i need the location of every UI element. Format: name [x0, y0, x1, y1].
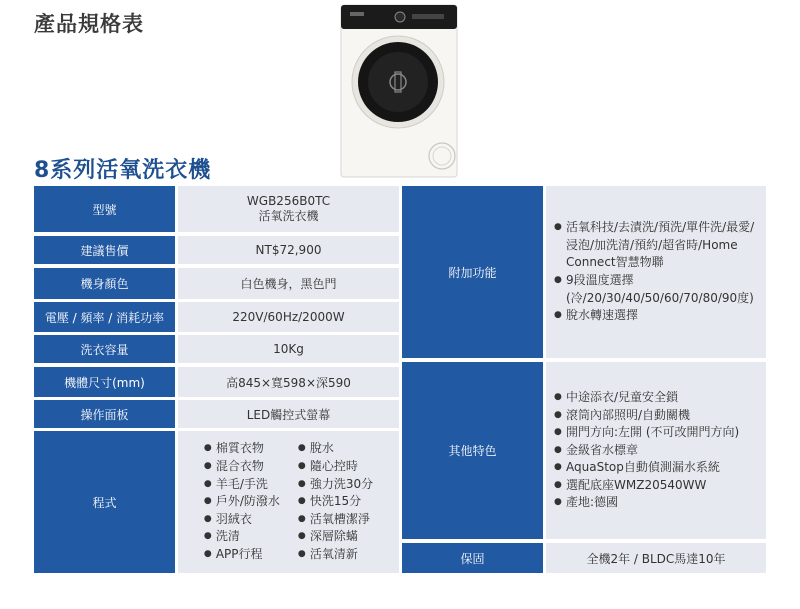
functions-label: 附加功能 — [402, 186, 543, 358]
panel-label: 操作面板 — [34, 400, 175, 428]
program-item: ● APP行程 — [204, 546, 280, 564]
features-label: 其他特色 — [402, 362, 543, 539]
program-item: ● 強力洗30分 — [298, 476, 373, 494]
programs-col1 — [204, 440, 280, 563]
page-title: 產品規格表 — [34, 12, 144, 36]
model-number: WGB256B0TC — [246, 194, 331, 208]
feature-item: ● 滾筒內部照明/自動關機 — [554, 407, 739, 425]
model-title: 8系列活氧洗衣機 — [34, 158, 212, 183]
price-value: NT$72,900 — [178, 236, 399, 264]
program-item: ● 快洗15分 — [298, 493, 373, 511]
functions-list — [554, 219, 762, 325]
programs-label: 程式 — [34, 431, 175, 573]
program-item: ● 隨心控時 — [298, 458, 373, 476]
color-label: 機身顏色 — [34, 268, 175, 299]
programs-col2 — [298, 440, 373, 563]
feature-item: ● 中途添衣/兒童安全鎖 — [554, 389, 739, 407]
size-value: 高845×寬598×深590 — [178, 367, 399, 397]
warranty-label: 保固 — [402, 543, 543, 573]
function-item: ● 9段溫度選擇(冷/20/30/40/50/60/70/80/90度) — [554, 272, 762, 307]
price-label: 建議售價 — [34, 236, 175, 264]
warranty-value: 全機2年 / BLDC馬達10年 — [546, 543, 766, 573]
feature-item: ● AquaStop自動偵測漏水系統 — [554, 459, 739, 477]
function-item: ● 脫水轉速選擇 — [554, 307, 762, 325]
features-value — [546, 362, 766, 539]
program-item: ● 脫水 — [298, 440, 373, 458]
feature-item: ● 金級省水標章 — [554, 442, 739, 460]
program-item: ● 活氧槽潔淨 — [298, 511, 373, 529]
panel-value: LED觸控式螢幕 — [178, 400, 399, 428]
program-item: ● 棉質衣物 — [204, 440, 280, 458]
power-label: 電壓 / 頻率 / 消耗功率 — [34, 302, 175, 332]
capacity-label: 洗衣容量 — [34, 335, 175, 363]
feature-item: ● 開門方向:左開 (不可改開門方向) — [554, 424, 739, 442]
capacity-value: 10Kg — [178, 335, 399, 363]
model-name: 活氧洗衣機 — [258, 209, 319, 223]
programs-list — [204, 440, 373, 563]
feature-item: ● 選配底座WMZ20540WW — [554, 477, 739, 495]
model-label-text: 型號 — [92, 202, 117, 217]
color-value: 白色機身，黑色門 — [178, 268, 399, 299]
model-label — [34, 186, 175, 232]
program-item: ● 羽絨衣 — [204, 511, 280, 529]
program-item: ● 混合衣物 — [204, 458, 280, 476]
program-item: ● 活氧清新 — [298, 546, 373, 564]
program-item: ● 羊毛/手洗 — [204, 476, 280, 494]
washing-machine-image — [340, 4, 458, 178]
programs-value — [178, 431, 399, 573]
feature-item: ● 產地:德國 — [554, 494, 739, 512]
program-item: ● 戶外/防潑水 — [204, 493, 280, 511]
model-value — [178, 186, 399, 232]
functions-value — [546, 186, 766, 358]
program-item: ● 洗清 — [204, 528, 280, 546]
function-item: ● 活氧科技/去漬洗/預洗/單件洗/最愛/浸泡/加洗清/預約/超省時/Home Connect智慧物聯 — [554, 219, 762, 272]
power-value: 220V/60Hz/2000W — [178, 302, 399, 332]
size-label: 機體尺寸(mm) — [34, 367, 175, 397]
features-list — [554, 389, 739, 512]
program-item: ● 深層除蟎 — [298, 528, 373, 546]
